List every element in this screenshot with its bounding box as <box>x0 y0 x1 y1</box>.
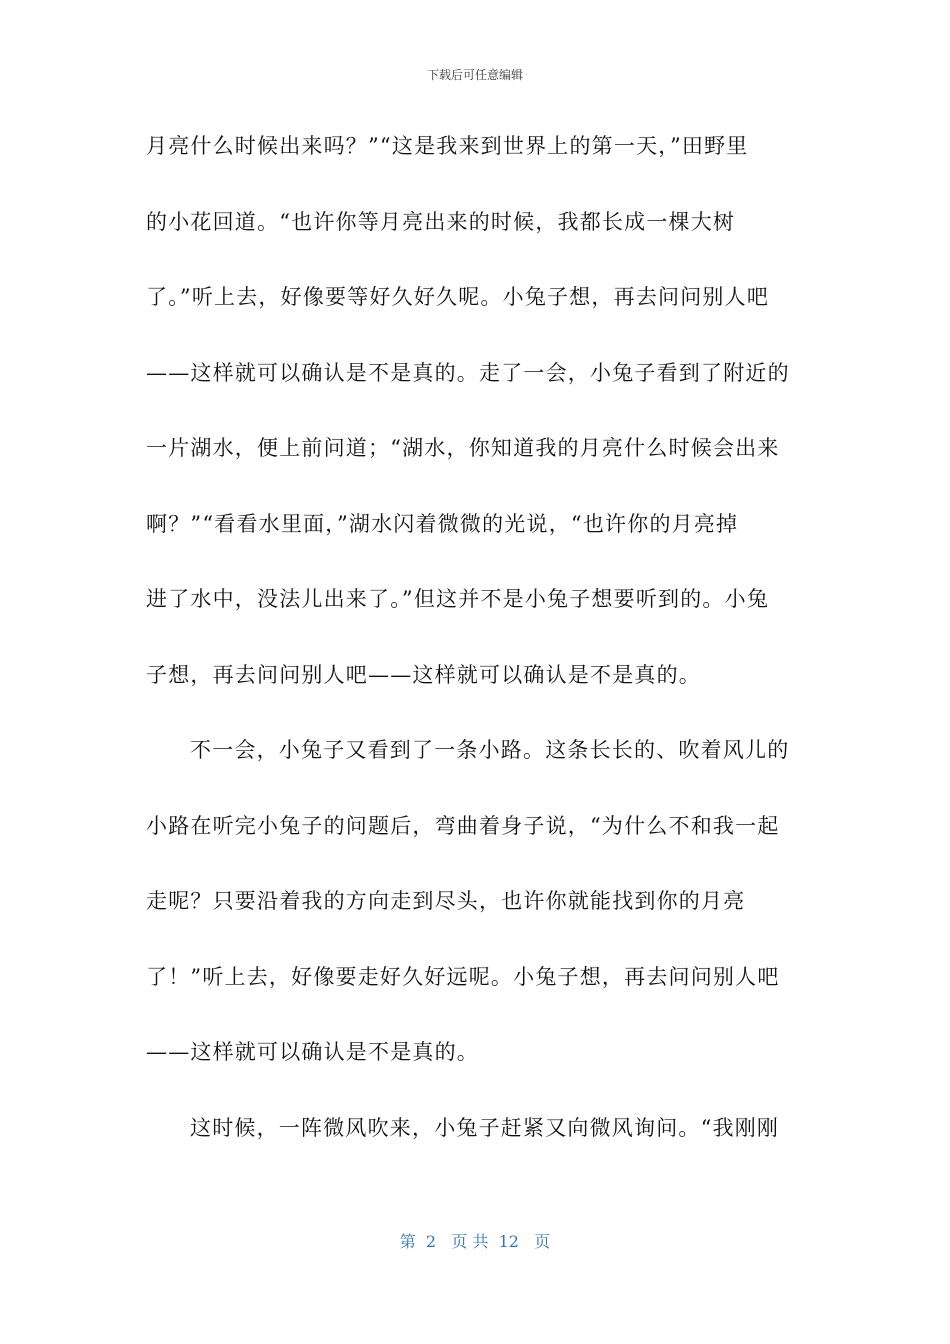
text-line: 一片湖水，便上前问道；“湖水，你知道我的月亮什么时候会出来 <box>146 436 780 460</box>
text-line: 小路在听完小兔子的问题后，弯曲着身子说，“为什么不和我一起 <box>146 813 780 838</box>
page-number-footer: 第 2 页 共 12 页 <box>399 1232 551 1251</box>
document-body <box>146 128 796 1185</box>
paragraph-start-line: 不一会，小兔子又看到了一条小路。这条长长的、吹着风儿的 <box>190 738 790 762</box>
page-header: 下载后可任意编辑 <box>426 68 523 82</box>
paragraph-start-line: 这时候，一阵微风吹来，小兔子赶紧又向微风询问。“我刚刚 <box>190 1115 780 1140</box>
text-line: 月亮什么时候出来吗？”“这是我来到世界上的第一天，”田野里 <box>146 134 749 158</box>
text-line: 了！”听上去，好像要走好久好远呢。小兔子想，再去问问别人吧 <box>146 964 780 989</box>
text-line: 走呢？只要沿着我的方向走到尽头，也许你就能找到你的月亮 <box>146 889 746 913</box>
text-line: 的小花回道。“也许你等月亮出来的时候，我都长成一棵大树 <box>146 209 736 234</box>
text-line: ——这样就可以确认是不是真的。 <box>146 1040 479 1064</box>
text-line: 了。”听上去，好像要等好久好久呢。小兔子想，再去问问别人吧 <box>146 285 770 309</box>
text-line: ——这样就可以确认是不是真的。走了一会，小兔子看到了附近的 <box>146 360 790 385</box>
text-line: 进了水中，没法儿出来了。”但这并不是小兔子想要听到的。小兔 <box>146 587 770 611</box>
text-line: 啊？”“看看水里面，”湖水闪着微微的光说，“也许你的月亮掉 <box>146 511 739 536</box>
text-line: 子想，再去问问别人吧——这样就可以确认是不是真的。 <box>146 662 701 687</box>
